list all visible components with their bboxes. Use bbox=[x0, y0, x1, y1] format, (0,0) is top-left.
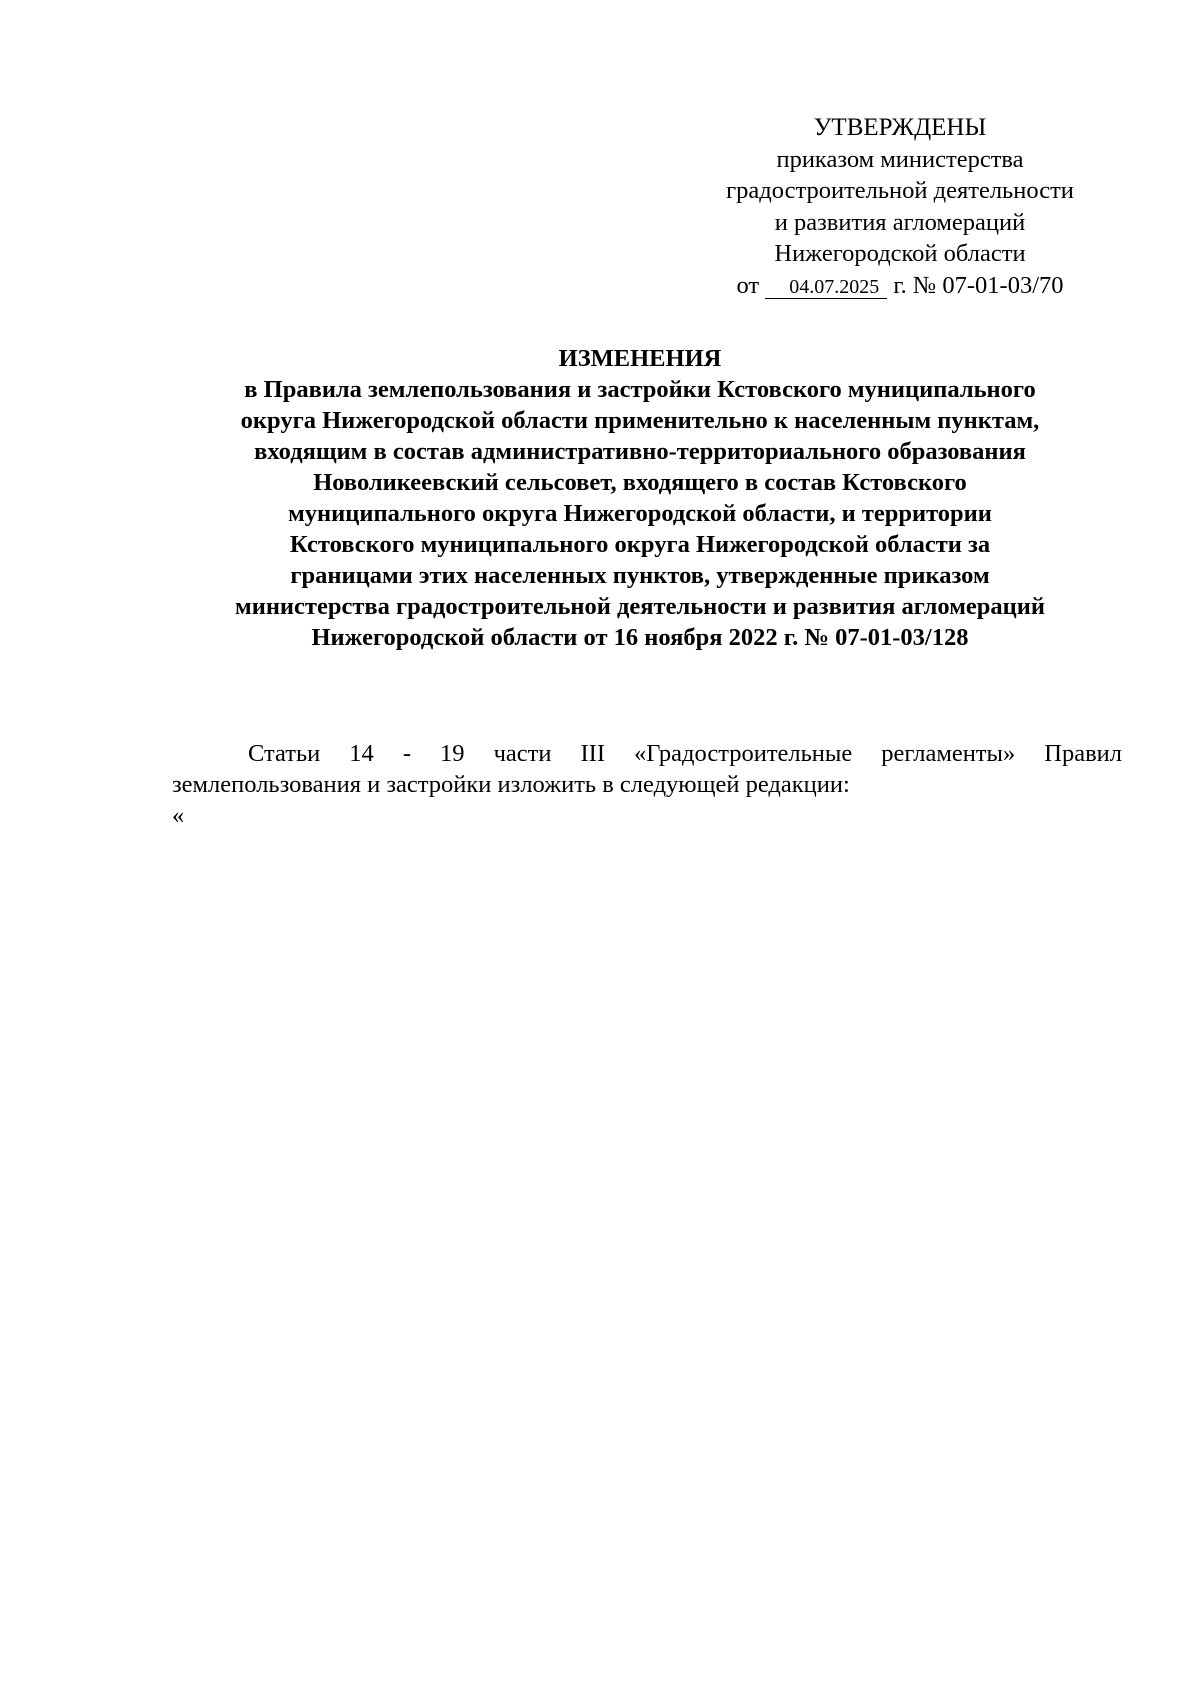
title-line: границами этих населенных пунктов, утвержденные приказом bbox=[290, 562, 990, 589]
title-line: входящим в состав административно-территориального образования bbox=[254, 438, 1026, 465]
title-line: муниципального округа Нижегородской области, и территории bbox=[288, 500, 992, 527]
title-line: Новоликеевский сельсовет, входящего в состав Кстовского bbox=[313, 469, 967, 496]
order-prefix: от bbox=[736, 271, 760, 299]
approval-line: и развития агломераций bbox=[774, 208, 1026, 236]
approval-line: приказом министерства bbox=[776, 145, 1024, 173]
body-line-1: Статьи 14 - 19 части III «Градостроительные регламенты» Правил bbox=[248, 740, 1122, 767]
title-heading: ИЗМЕНЕНИЯ bbox=[558, 345, 722, 372]
body-paragraph bbox=[172, 738, 1122, 831]
order-date-number bbox=[680, 270, 1120, 302]
title-line: округа Нижегородской области применительно к населенным пунктам, bbox=[240, 407, 1040, 434]
order-date: 04.07.2025 bbox=[765, 276, 887, 299]
approval-line: Нижегородской области bbox=[774, 240, 1026, 267]
title-line: Кстовского муниципального округа Нижегородской области за bbox=[289, 531, 991, 558]
approval-stamp bbox=[680, 112, 1120, 301]
order-number: г. № 07-01-03/70 bbox=[893, 271, 1064, 299]
title-line: министерства градостроительной деятельности и развития агломераций bbox=[235, 593, 1045, 620]
opening-quote: « bbox=[172, 802, 185, 829]
document-title bbox=[150, 343, 1130, 653]
approval-line: градостроительной деятельности bbox=[726, 177, 1074, 204]
body-line-2: землепользования и застройки изложить в следующей редакции: bbox=[172, 771, 850, 798]
title-line: в Правила землепользования и застройки Кстовского муниципального bbox=[244, 376, 1036, 403]
title-line: Нижегородской области от 16 ноября 2022 г. № 07-01-03/128 bbox=[311, 624, 969, 651]
approval-heading: УТВЕРЖДЕНЫ bbox=[813, 114, 987, 141]
